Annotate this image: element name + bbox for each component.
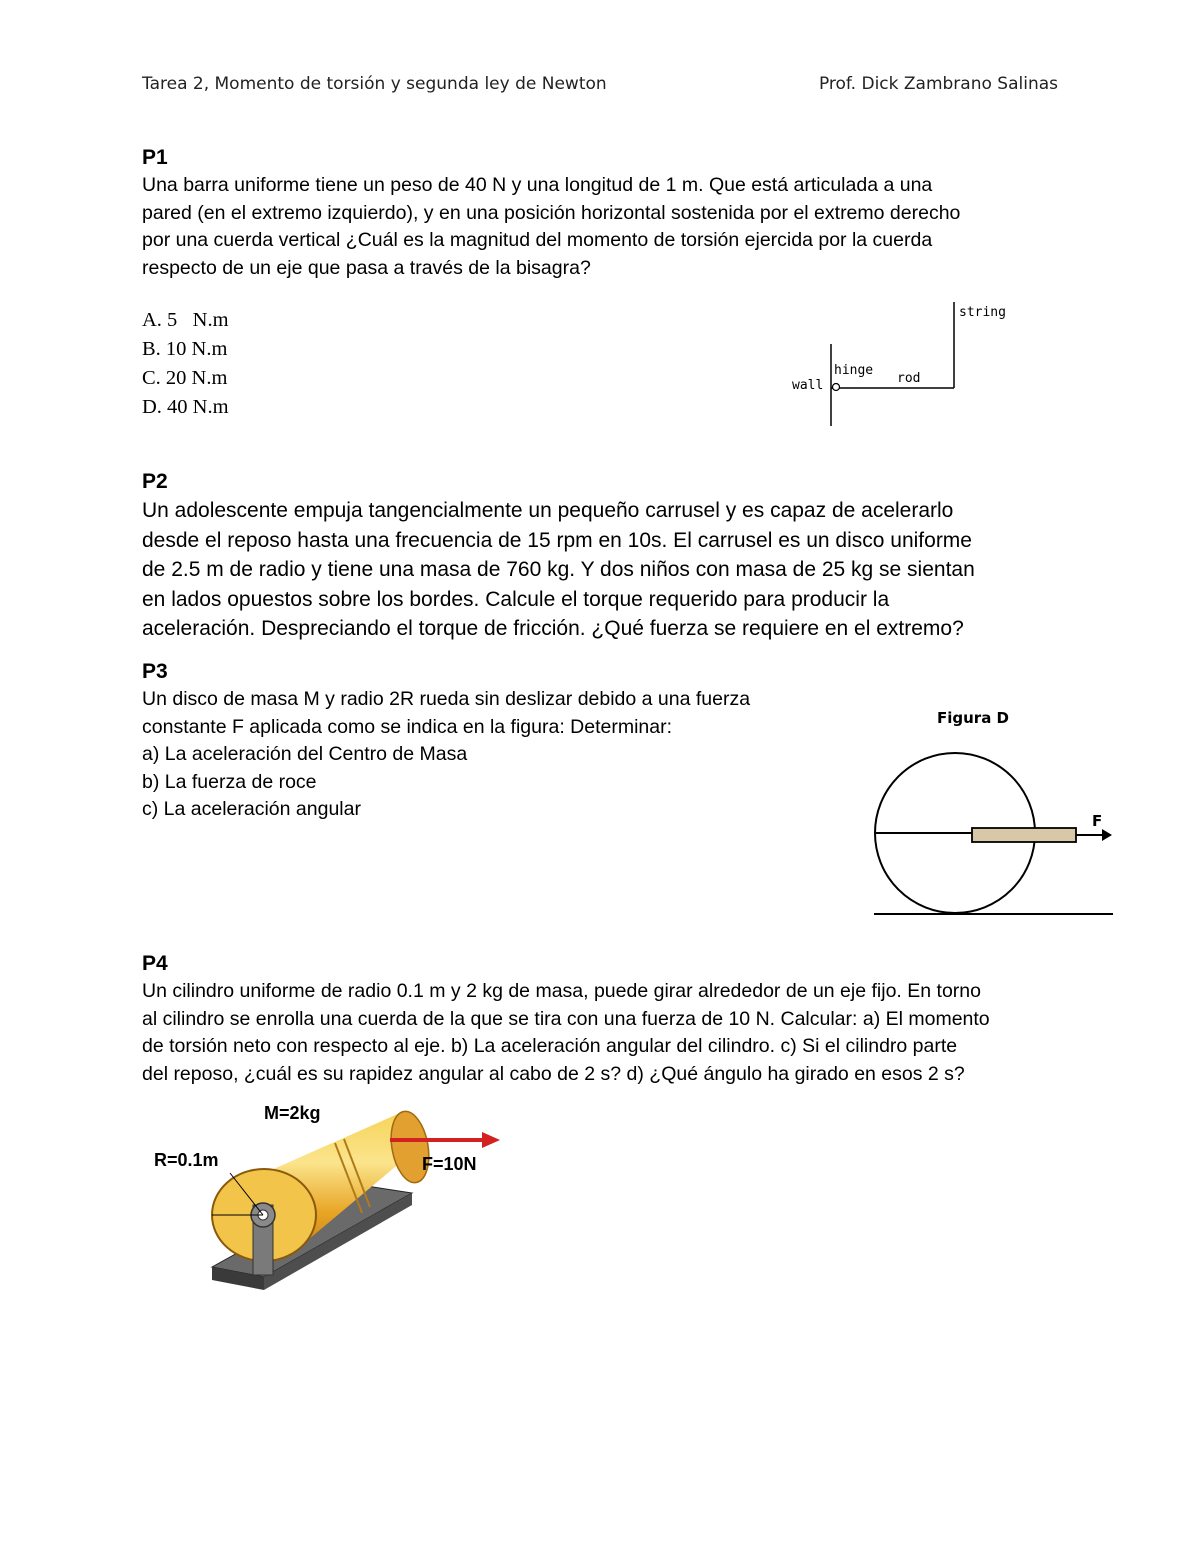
p2-statement [142,496,1058,644]
p3-item-a: a) La aceleración del Centro de Masa [142,743,468,765]
label-string: string [959,305,1006,320]
p1-option-b: B. 10 N.m [142,338,228,360]
p3-line: Un disco de masa M y radio 2R rueda sin deslizar debido a una fuerza [142,688,751,710]
label-hinge: hinge [834,363,874,378]
header-author: Prof. Dick Zambrano Salinas [818,74,1058,94]
p1-options [142,306,229,422]
p3-item-b: b) La fuerza de roce [142,770,317,793]
p4-title: P4 [142,952,168,975]
p2-line: Un adolescente empuja tangencialmente un pequeño carrusel y es capaz de acelerarlo [142,499,954,522]
p1-statement [142,172,960,282]
p1-title: P1 [142,146,168,169]
figure-d-title: Figura D [937,709,1009,727]
label-force: F [1092,812,1103,830]
p1-line: Una barra uniforme tiene un peso de 40 N y una longitud de 1 m. Que está articulada a una [142,174,933,196]
hinge-icon [833,384,840,391]
p1-rod-diagram [780,296,1040,431]
p3-disk-diagram [868,752,1118,922]
force-bar [972,828,1076,842]
p4-statement [142,978,990,1088]
p1-option-d: D. 40 N.m [142,396,229,418]
arrow-head-icon [1102,829,1112,841]
header-title: Tarea 2, Momento de torsión y segunda ley de Newton [142,74,607,94]
p3-title: P3 [142,660,168,683]
label-pull-force: F=10N [422,1154,477,1174]
p1-option-a: A. 5 N.m [142,309,229,331]
p4-line: Un cilindro uniforme de radio 0.1 m y 2 kg de masa, puede girar alrededor de un eje fijo. En torno [142,980,981,1002]
p2-line: aceleración. Despreciando el torque de fricción. ¿Qué fuerza se requiere en el extremo? [142,617,964,640]
p4-line: del reposo, ¿cuál es su rapidez angular al cabo de 2 s? d) ¿Qué ángulo ha girado en esos 2 s? [142,1062,965,1085]
label-wall: wall [792,378,824,393]
p2-line: en lados opuestos sobre los bordes. Calcule el torque requerido para producir la [142,587,890,611]
label-radius: R=0.1m [154,1150,219,1170]
label-rod: rod [897,371,921,386]
p4-line: de torsión neto con respecto al eje. b) La aceleración angular del cilindro. c) Si el cilindro parte [142,1035,958,1057]
p1-line: respecto de un eje que pasa a través de la bisagra? [142,256,591,279]
p4-cylinder-diagram [140,1095,515,1300]
p3-line: constante F aplicada como se indica en la figura: Determinar: [142,715,673,738]
p1-option-c: C. 20 N.m [142,367,228,389]
p4-line: al cilindro se enrolla una cuerda de la que se tira con una fuerza de 10 N. Calcular: a) El momento [142,1007,990,1030]
label-mass: M=2kg [264,1103,321,1123]
p3-statement [142,686,750,824]
p2-line: de 2.5 m de radio y tiene una masa de 760 kg. Y dos niños con masa de 25 kg se sientan [142,558,975,581]
p2-line: desde el reposo hasta una frecuencia de 15 rpm en 10s. El carrusel es un disco uniforme [142,528,972,552]
pull-arrow-head-icon [482,1132,500,1148]
p1-line: pared (en el extremo izquierdo), y en una posición horizontal sostenida por el extremo derecho [142,201,961,224]
p2-title: P2 [142,470,168,493]
p3-item-c: c) La aceleración angular [142,798,361,820]
p1-line: por una cuerda vertical ¿Cuál es la magnitud del momento de torsión ejercida por la cuerda [142,229,933,251]
